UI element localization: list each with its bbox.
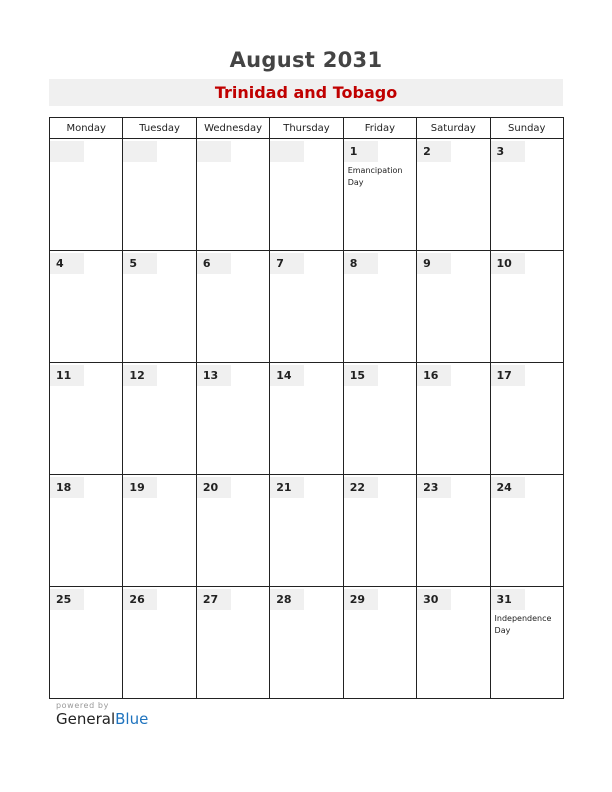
day-cell[interactable] (270, 251, 343, 363)
day-number: 31 (491, 589, 525, 610)
day-number: 7 (270, 253, 304, 274)
day-number: 27 (197, 589, 231, 610)
day-cell[interactable] (490, 251, 563, 363)
day-number: 26 (123, 589, 157, 610)
brand-logo[interactable] (56, 710, 148, 728)
day-cell[interactable] (490, 139, 563, 251)
day-cell[interactable] (417, 363, 490, 475)
day-cell[interactable] (123, 363, 196, 475)
day-number: 19 (123, 477, 157, 498)
day-number: 5 (123, 253, 157, 274)
weekday-thursday: Thursday (270, 118, 343, 139)
day-number: 25 (50, 589, 84, 610)
weekday-header-row (50, 118, 564, 139)
day-cell[interactable] (196, 475, 269, 587)
day-number: 29 (344, 589, 378, 610)
day-cell[interactable] (123, 251, 196, 363)
day-number: 17 (491, 365, 525, 386)
day-number: 18 (50, 477, 84, 498)
day-cell[interactable] (343, 363, 416, 475)
day-number: 9 (417, 253, 451, 274)
day-number (197, 141, 231, 162)
day-cell[interactable] (123, 587, 196, 699)
weekday-sunday: Sunday (490, 118, 563, 139)
day-number: 16 (417, 365, 451, 386)
day-cell[interactable] (343, 139, 416, 251)
day-cell[interactable] (490, 587, 563, 699)
day-number: 28 (270, 589, 304, 610)
week-row (50, 139, 564, 251)
day-cell[interactable] (490, 363, 563, 475)
page-title: August 2031 (229, 48, 383, 72)
day-number (270, 141, 304, 162)
brand-blue: Blue (115, 710, 149, 728)
country-name: Trinidad and Tobago (214, 83, 398, 102)
day-number: 12 (123, 365, 157, 386)
day-cell[interactable] (50, 363, 123, 475)
powered-by-text: powered by (56, 701, 109, 710)
day-cell[interactable] (196, 587, 269, 699)
weekday-saturday: Saturday (417, 118, 490, 139)
day-number: 21 (270, 477, 304, 498)
day-cell[interactable] (270, 139, 343, 251)
brand-general: General (56, 710, 116, 728)
day-number: 8 (344, 253, 378, 274)
weekday-friday: Friday (343, 118, 416, 139)
day-number: 13 (197, 365, 231, 386)
day-cell[interactable] (196, 363, 269, 475)
country-banner (49, 79, 563, 106)
day-cell[interactable] (417, 139, 490, 251)
day-number: 30 (417, 589, 451, 610)
day-number: 2 (417, 141, 451, 162)
day-cell[interactable] (270, 587, 343, 699)
day-number: 24 (491, 477, 525, 498)
week-row (50, 251, 564, 363)
weekday-tuesday: Tuesday (123, 118, 196, 139)
week-row (50, 363, 564, 475)
day-cell[interactable] (417, 587, 490, 699)
holiday-label: Emancipation Day (347, 166, 403, 187)
footer (56, 701, 148, 728)
week-row (50, 475, 564, 587)
weekday-wednesday: Wednesday (196, 118, 269, 139)
day-cell[interactable] (50, 475, 123, 587)
day-cell[interactable] (50, 139, 123, 251)
day-number (123, 141, 157, 162)
day-number: 4 (50, 253, 84, 274)
day-cell[interactable] (417, 251, 490, 363)
day-number: 6 (197, 253, 231, 274)
day-cell[interactable] (343, 587, 416, 699)
calendar-body (50, 139, 564, 699)
day-cell[interactable] (270, 475, 343, 587)
day-cell[interactable] (343, 475, 416, 587)
day-cell[interactable] (50, 587, 123, 699)
day-cell[interactable] (417, 475, 490, 587)
day-number: 23 (417, 477, 451, 498)
day-cell[interactable] (270, 363, 343, 475)
calendar-grid (49, 117, 564, 699)
weekday-monday: Monday (50, 118, 123, 139)
day-number: 3 (491, 141, 525, 162)
week-row (50, 587, 564, 699)
day-cell[interactable] (490, 475, 563, 587)
day-cell[interactable] (123, 475, 196, 587)
holiday-label: Independence Day (494, 614, 552, 635)
day-number: 11 (50, 365, 84, 386)
day-number: 22 (344, 477, 378, 498)
day-cell[interactable] (123, 139, 196, 251)
day-number: 20 (197, 477, 231, 498)
day-number: 10 (491, 253, 525, 274)
day-cell[interactable] (196, 139, 269, 251)
day-cell[interactable] (196, 251, 269, 363)
day-number: 15 (344, 365, 378, 386)
day-cell[interactable] (50, 251, 123, 363)
day-number: 1 (344, 141, 378, 162)
day-number: 14 (270, 365, 304, 386)
day-number (50, 141, 84, 162)
day-cell[interactable] (343, 251, 416, 363)
